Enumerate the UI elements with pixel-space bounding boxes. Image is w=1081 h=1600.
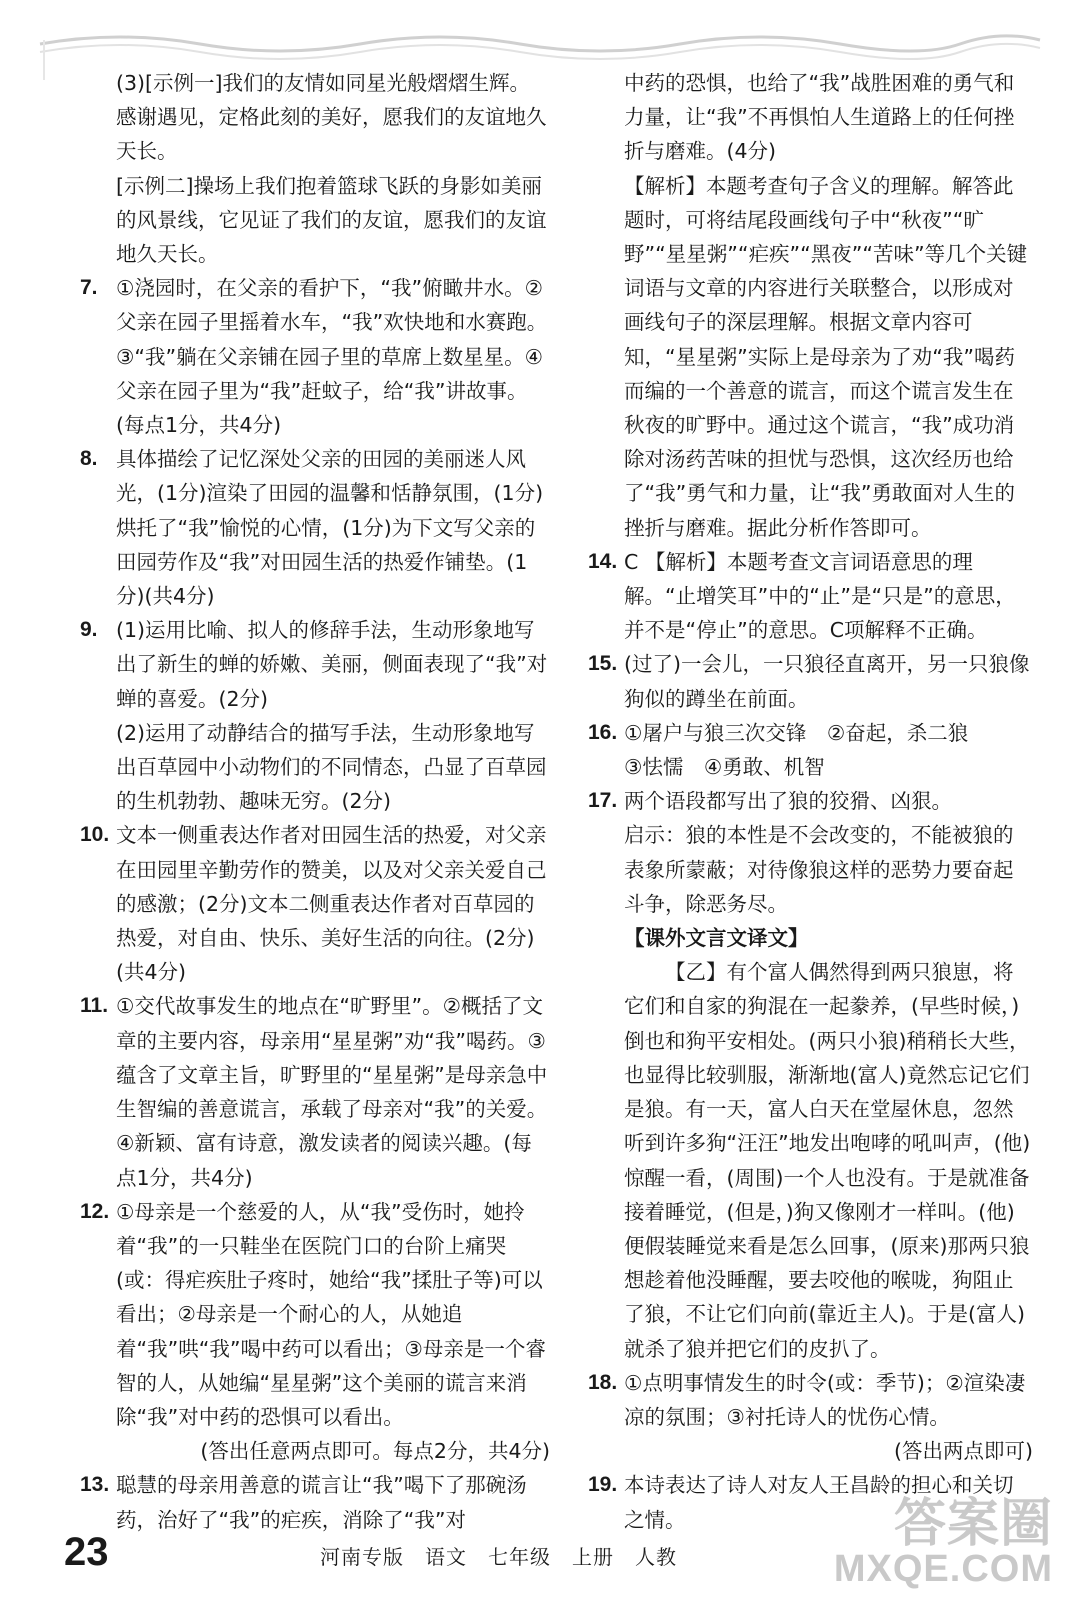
answer-text: 启示：狼的本性是不会改变的，不能被狼的表象所蒙蔽；对待像狼这样的恶势力要奋起斗争，除恶务尽。 [624, 823, 1014, 916]
answer-number: 17. [588, 789, 618, 813]
translation-paragraph [588, 955, 1033, 1365]
answer-number: 11. [80, 994, 109, 1018]
answer-item [588, 545, 1033, 648]
answer-number: 13. [80, 1473, 110, 1497]
answer-item [588, 784, 1033, 921]
answer-text: 中药的恐惧，也给了“我”战胜困难的勇气和力量，让“我”不再惧怕人生道路上的任何挫折与磨难。(4分) [624, 71, 1015, 164]
answer-item [80, 613, 550, 818]
answer-text: C 【解析】本题考查文言词语意思的理解。“止增笑耳”中的“止”是“只是”的意思，并不是“停止”的意思。C项解释不正确。 [624, 549, 1016, 643]
score-note [80, 1434, 550, 1468]
answer-text: 本诗表达了诗人对友人王昌龄的担心和关切之情。 [624, 1473, 1014, 1532]
answer-text: 【乙】有个富人偶然得到两只狼崽，将它们和自家的狗混在一起豢养，(早些时候，)倒也和狗平安相处。(两只小狼)稍稍长大些，也显得比较驯服，渐渐地(富人)竟然忘记它们是狼。有一天，富人白天在堂屋休息，忽然听到许多狗“汪汪”地发出咆哮的吼叫声，(他)惊醒一看，(周围)一个人也没有。于是就准备接着睡觉，(但是，)狗又像刚才一样叫。(他)便假装睡觉来看是怎么回事，(原来)那两只狼想趁着他没睡醒，要去咬他的喉咙，狗阻止了狼，不让它们向前(靠近主人)。于是(富人)就杀了狼并把它们的皮扒了。 [624, 960, 1031, 1361]
answer-text: (3)[示例一]我们的友情如同星光般熠熠生辉。感谢遇见，定格此刻的美好，愿我们的友谊地久天长。 [116, 71, 547, 164]
watermark-mark: 答案圈 [893, 1495, 1053, 1553]
answer-text: (答出任意两点即可。每点2分，共4分) [200, 1439, 550, 1464]
answer-text: ①交代故事发生的地点在“旷野里”。②概括了文章的主要内容，母亲用“星星粥”劝“我”喝药。③蕴含了文章主旨，旷野里的“星星粥”是母亲急中生智编的善意谎言，承载了母亲对“我”的关爱。④新颖、富有诗意，激发读者的阅读兴趣。(每点1分，共4分) [116, 994, 548, 1190]
right-column [588, 66, 1033, 1537]
answer-number: 10. [80, 823, 110, 847]
answer-number: 18. [588, 1370, 618, 1394]
answer-text: ①浇园时，在父亲的看护下，“我”俯瞰井水。②父亲在园子里摇着水车，“我”欢快地和水赛跑。③“我”躺在父亲铺在园子里的草席上数星星。④父亲在园子里为“我”赶蚊子，给“我”讲故事。(每点1分，共4分) [116, 276, 548, 438]
answer-number: 15. [588, 652, 618, 676]
answer-text: ①点明事情发生的时令(或：季节)；②渲染凄凉的氛围；③衬托诗人的忧伤心情。 [624, 1370, 1026, 1429]
answer-item [588, 1366, 1033, 1434]
watermark-text: MXQE.COM [833, 1548, 1053, 1590]
score-note [588, 1434, 1033, 1468]
answer-text: (答出两点即可) [894, 1439, 1033, 1464]
answer-continuation [588, 169, 1033, 545]
answer-number: 9. [80, 618, 98, 642]
answer-item [80, 989, 550, 1194]
answer-item [588, 716, 1033, 784]
answer-number: 14. [588, 549, 618, 573]
answer-text: ①母亲是一个慈爱的人，从“我”受伤时，她拎着“我”的一只鞋坐在医院门口的台阶上痛哭(或：得疟疾肚子疼时，她给“我”揉肚子等)可以看出；②母亲是一个耐心的人，从她追着“我”哄“我”喝中药可以看出；③母亲是一个睿智的人，从她编“星星粥”这个美丽的谎言来消除“我”对中药的恐惧可以看出。 [116, 1199, 546, 1429]
answer-text: 【解析】本题考查句子含义的理解。解答此题时，可将结尾段画线句子中“秋夜”“旷野”“星星粥”“疟疾”“黑夜”“苦味”等几个关键词语与文章的内容进行关联整合，以形成对画线句子的深层理解。根据文章内容可知，“星星粥”实际上是母亲为了劝“我”喝药而编的一个善意的谎言，而这个谎言发生在秋夜的旷野中。通过这个谎言，“我”成功消除对汤药苦味的担忧与恐惧，这次经历也给了“我”勇气和力量，让“我”勇敢面对人生的挫折与磨难。据此分析作答即可。 [624, 173, 1028, 540]
answer-text: (2)运用了动静结合的描写手法，生动形象地写出百草园中小动物们的不同情态，凸显了百草园的生机勃勃、趣味无穷。(2分) [116, 720, 547, 814]
answer-item [588, 647, 1033, 715]
answer-text: (过了)一会儿，一只狼径直离开，另一只狼像狗似的蹲坐在前面。 [624, 652, 1030, 711]
answer-text: 聪慧的母亲用善意的谎言让“我”喝下了那碗汤药，治好了“我”的疟疾，消除了“我”对 [116, 1473, 527, 1532]
answer-number: 7. [80, 276, 98, 300]
answer-text: (1)运用比喻、拟人的修辞手法，生动形象地写出了新生的蝉的娇嫩、美丽，侧面表现了“我”对蝉的喜爱。(2分) [116, 618, 548, 711]
answer-item [80, 1195, 550, 1434]
answer-text: 【课外文言文译文】 [624, 926, 809, 951]
answer-continuation [80, 66, 550, 271]
answer-item [80, 271, 550, 442]
answer-number: 8. [80, 447, 98, 471]
footer-meta: 河南专版 语文 七年级 上册 人教 [320, 1545, 677, 1569]
answer-number: 16. [588, 720, 618, 744]
page-number: 23 [64, 1530, 109, 1574]
answer-text: 两个语段都写出了狼的狡猾、凶狠。 [624, 789, 952, 814]
watermark-logo [833, 1495, 1053, 1590]
answer-number: 19. [588, 1473, 618, 1497]
left-column [80, 66, 550, 1537]
answer-text: 具体描绘了记忆深处父亲的田园的美丽迷人风光，(1分)渲染了田园的温馨和恬静氛围，(1分)烘托了“我”愉悦的心情，(1分)为下文写父亲的田园劳作及“我”对田园生活的热爱作铺垫。(1分)(共4分) [116, 447, 544, 609]
answer-text: 文本一侧重表达作者对田园生活的热爱，对父亲在田园里辛勤劳作的赞美，以及对父亲关爱自己的感激；(2分)文本二侧重表达作者对百草园的热爱，对自由、快乐、美好生活的向往。(2分)(共4分) [116, 823, 547, 985]
answer-text: ①屠户与狼三次交锋 ②奋起，杀二狼 [624, 720, 969, 745]
answer-text: [示例二]操场上我们抱着篮球飞跃的身影如美丽的风景线，它见证了我们的友谊，愿我们的友谊地久天长。 [116, 173, 547, 267]
answer-item [80, 442, 550, 613]
answer-continuation [588, 66, 1033, 169]
answer-item [80, 1468, 550, 1536]
section-heading [588, 921, 1033, 955]
answer-number: 12. [80, 1199, 110, 1223]
answer-item [80, 818, 550, 989]
answer-text: ③怯懦 ④勇敢、机智 [624, 755, 825, 780]
